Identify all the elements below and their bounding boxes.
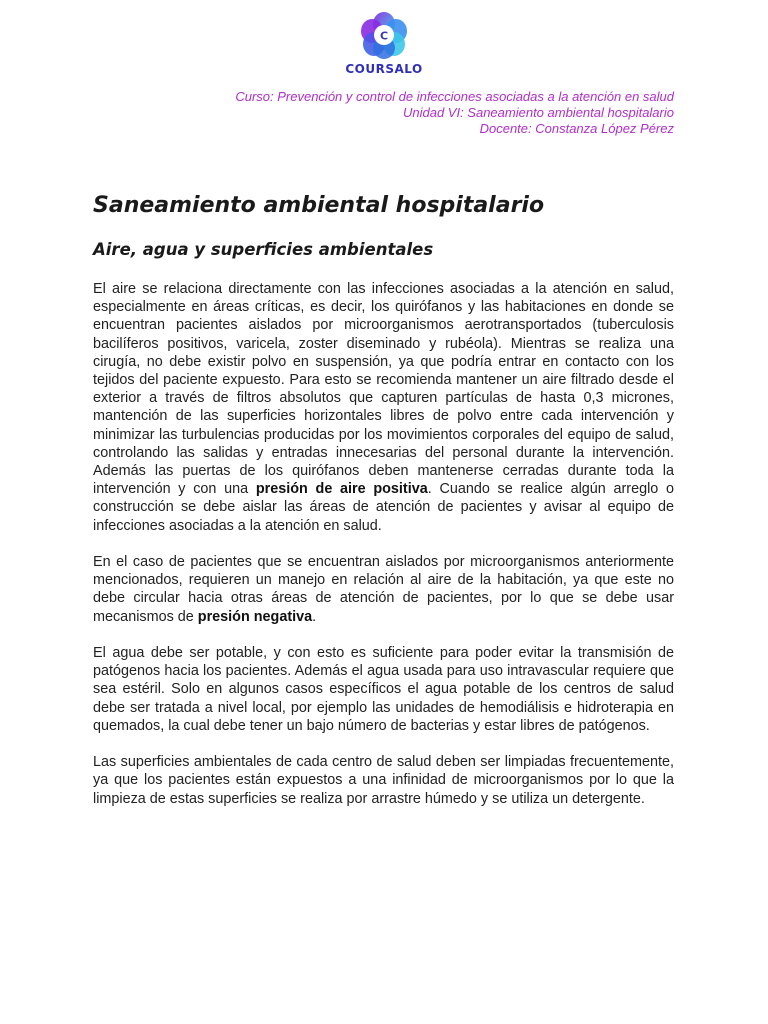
course-header — [74, 89, 674, 137]
paragraph-text: . — [312, 608, 317, 625]
logo-wordmark: COURSALO — [345, 62, 423, 76]
logo-letter: C — [379, 29, 389, 43]
paragraph-isolation — [93, 553, 674, 626]
coursalo-flower-logo-icon — [358, 10, 410, 60]
paragraph-text: En el caso de pacientes que se encuentran aislados por microorganismos anteriormente mencionados, requieren un manejo en relación al aire de la habitación, ya que este no debe circular hacia otras áreas de atención de pacientes, por lo que se debe usar mecanismos de — [93, 554, 674, 625]
coursalo-logo — [341, 10, 427, 80]
document-title: Saneamiento ambiental hospitalario — [93, 193, 545, 218]
paragraph-surfaces: Las superficies ambientales de cada centro de salud deben ser limpiadas frecuentemente, ya que los pacientes están expuestos a una infinidad de microorganismos por lo que la limpieza de estas superficies se realiza por arrastre húmedo y se utiliza un detergente. — [93, 754, 674, 807]
paragraph-water: El agua debe ser potable, y con esto es suficiente para poder evitar la transmisión de patógenos hacia los pacientes. Además el agua usada para uso intravascular requiere que sea estéril. Solo en algunos casos específicos el agua potable de los centros de salud debe ser tratada a nivel local, por ejemplo las unidades de hemodiálisis e hidroterapia en quemados, la cual debe tener un bajo número de bacterias y estar libres de patógenos. — [93, 645, 674, 734]
paragraph-text: . Cuando se realice algún arreglo o construcción se debe aislar las áreas de atención de pacientes y avisar al equipo de infecciones asociadas a la atención en salud. — [93, 481, 675, 534]
teacher-line: Docente: Constanza López Pérez — [479, 121, 674, 136]
unit-line: Unidad VI: Saneamiento ambiental hospitalario — [402, 105, 674, 120]
paragraph-air — [93, 280, 674, 535]
paragraph-text: El aire se relaciona directamente con las infecciones asociadas a la atención en salud, especialmente en áreas críticas, es decir, los quirófanos y las habitaciones en donde se encuentran pacientes aislados por microorganismos aerotransportados (tuberculosis bacilíferos positivos, varicela, zoster diseminado y rubéola). Mientras se realiza una cirugía, no debe existir polvo en suspensión, ya que podría entrar en contacto con los tejidos del paciente expuesto. Para esto se recomienda mantener un aire filtrado desde el exterior a través de filtros absolutos que capturen partículas de hasta 0,3 micrones, mantención de las superficies horizontales libres de polvo entre cada intervención y minimizar las turbulencias producidas por los movimientos corporales del equipo de salud, controlando las salidas y entradas innecesarias del personal durante la intervención. Además las puertas de los quirófanos deben mantenerse cerradas durante toda la intervención y con una — [93, 281, 674, 498]
course-line: Curso: Prevención y control de infecciones asociadas a la atención en salud — [235, 89, 674, 104]
bold-term-negative-pressure: presión negativa — [197, 608, 313, 625]
bold-term-positive-pressure: presión de aire positiva — [255, 481, 428, 498]
document-body — [93, 280, 674, 826]
document-subtitle: Aire, agua y superficies ambientales — [93, 240, 434, 259]
